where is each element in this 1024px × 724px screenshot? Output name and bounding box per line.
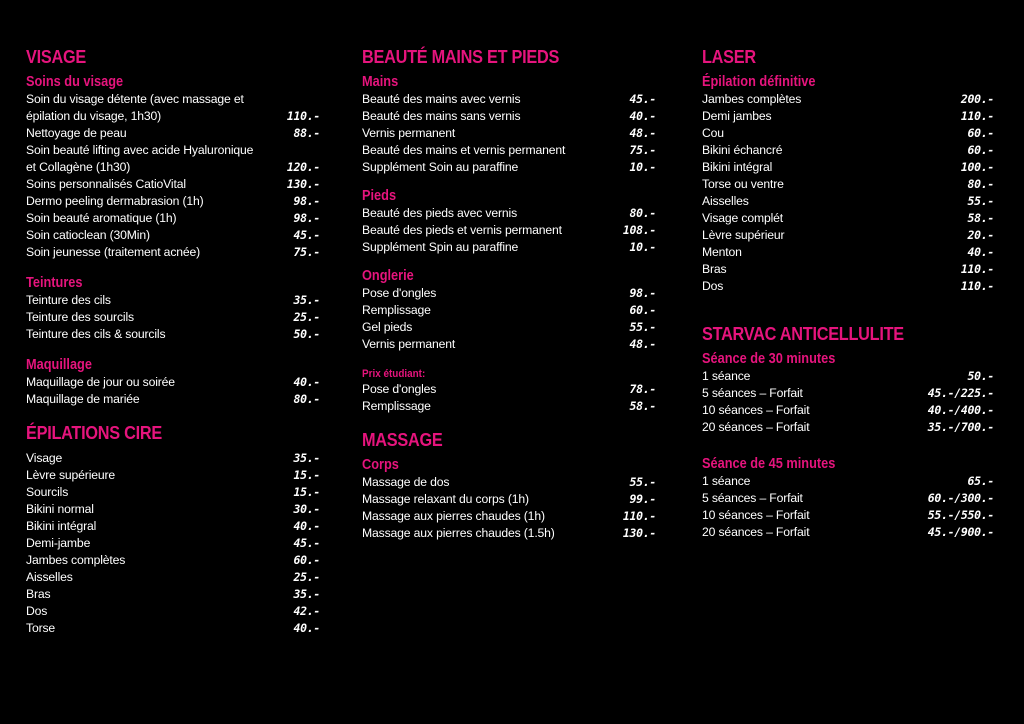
price-row [362,239,656,256]
section-title-visage: VISAGE [26,46,86,67]
service-name: Aisselles [26,570,73,584]
service-name: Visage complét [702,211,784,225]
service-name: Massage relaxant du corps (1h) [362,492,529,506]
service-price: 80.- [293,392,320,406]
service-name: Visage [26,451,63,465]
price-row [26,244,320,261]
service-price: 55.-/550.- [927,508,994,522]
service-name: Bikini intégral [702,160,773,174]
price-row [26,176,320,193]
service-price: 10.- [629,160,656,174]
price-row [26,125,320,142]
group-title-pieds: Pieds [362,188,397,204]
service-name: 1 séance [702,474,751,488]
price-row [362,319,656,336]
service-name: Jambes complètes [26,553,126,567]
price-row [362,491,656,508]
service-price: 15.- [293,468,320,482]
section-title-beaute-mains-et-pieds: BEAUTÉ MAINS ET PIEDS [362,46,560,67]
service-price: 55.- [629,320,656,334]
column-visage [26,46,320,637]
service-name: Torse ou ventre [702,177,784,191]
price-row [26,391,320,408]
service-price: 110.- [622,509,656,523]
group-title-seance-de-45-minutes: Séance de 45 minutes [702,456,836,472]
price-row [26,552,320,569]
price-row [702,210,994,227]
service-name: Dos [702,279,724,293]
group-title-prix-etudiant: Prix étudiant: [362,368,426,380]
price-row [702,125,994,142]
service-price: 80.- [967,177,994,191]
service-name: Teinture des cils [26,293,111,307]
service-name: 1 séance [702,369,751,383]
service-price: 98.- [629,286,656,300]
price-row [26,193,320,210]
column-laser-starvac [702,46,994,541]
service-name: Pose d'ongles [362,382,437,396]
service-price: 45.-/900.- [927,525,994,539]
service-name: Lèvre supérieure [26,468,116,482]
service-price: 35.- [293,587,320,601]
service-name: Beauté des pieds avec vernis [362,206,518,220]
service-price: 98.- [293,211,320,225]
column-beaute-massage [362,46,656,542]
service-price: 45.- [629,92,656,106]
price-row [26,484,320,501]
service-name: 10 séances – Forfait [702,508,810,522]
service-price: 25.- [293,570,320,584]
service-price: 35.- [293,451,320,465]
group-title-epilation-definitive: Épilation définitive [702,74,816,90]
service-name: Dos [26,604,48,618]
price-row [26,309,320,326]
service-price: 58.- [967,211,994,225]
service-price: 110.- [286,109,320,123]
price-row [702,227,994,244]
service-name: Vernis permanent [362,126,456,140]
price-row [362,336,656,353]
service-name: 20 séances – Forfait [702,420,810,434]
price-row [26,586,320,603]
service-price: 60.- [967,126,994,140]
price-row [26,374,320,391]
price-row [702,278,994,295]
price-row [702,91,994,108]
price-row [26,142,320,176]
service-price: 60.- [629,303,656,317]
price-row [702,385,994,402]
service-name: Soin catioclean (30Min) [26,228,150,242]
section-title-starvac-anticellulite: STARVAC ANTICELLULITE [702,323,904,344]
service-price: 45.- [293,536,320,550]
service-name: Remplissage [362,399,431,413]
price-row [702,473,994,490]
service-name: Nettoyage de peau [26,126,127,140]
price-row [702,176,994,193]
service-price: 40.- [293,519,320,533]
service-price: 60.-/300.- [927,491,994,505]
service-price: 60.- [967,143,994,157]
price-row [362,398,656,415]
service-price: 50.- [293,327,320,341]
price-row [702,524,994,541]
service-name: Maquillage de jour ou soirée [26,375,175,389]
service-name: Demi-jambe [26,536,91,550]
service-name: Remplissage [362,303,431,317]
price-row [26,535,320,552]
service-name: Beauté des mains avec vernis [362,92,521,106]
service-name: Jambes complètes [702,92,802,106]
service-name: Torse [26,621,56,635]
price-row [362,525,656,542]
service-price: 40.- [967,245,994,259]
group-title-mains: Mains [362,74,399,90]
service-price: 55.- [967,194,994,208]
price-row [702,261,994,278]
price-row [362,508,656,525]
price-row [362,125,656,142]
service-name: Cou [702,126,724,140]
price-row [702,507,994,524]
service-name: 5 séances – Forfait [702,491,803,505]
service-price: 75.- [629,143,656,157]
service-price: 48.- [629,126,656,140]
price-row [702,368,994,385]
service-price: 42.- [293,604,320,618]
price-row [26,603,320,620]
price-row [26,210,320,227]
section-title-massage: MASSAGE [362,429,443,450]
service-name: Soin beauté aromatique (1h) [26,211,177,225]
service-price: 45.- [293,228,320,242]
service-name: Bras [702,262,727,276]
price-row [362,205,656,222]
group-title-soins-du-visage: Soins du visage [26,74,124,90]
service-price: 88.- [293,126,320,140]
service-price: 110.- [960,262,994,276]
price-row [702,490,994,507]
service-name: Supplément Soin au paraffine [362,160,519,174]
group-title-seance-de-30-minutes: Séance de 30 minutes [702,351,836,367]
service-price: 98.- [293,194,320,208]
price-row [26,620,320,637]
price-row [362,142,656,159]
service-price: 99.- [629,492,656,506]
service-name: Bras [26,587,51,601]
service-name: Soin beauté lifting avec acide Hyaluronique et Collagène (1h30) [26,143,254,174]
service-name: Beauté des mains sans vernis [362,109,521,123]
service-name: Vernis permanent [362,337,456,351]
service-name: 10 séances – Forfait [702,403,810,417]
service-name: Soins personnalisés CatioVital [26,177,186,191]
service-name: Bikini intégral [26,519,97,533]
price-row [362,159,656,176]
service-price: 108.- [622,223,656,237]
group-title-teintures: Teintures [26,275,83,291]
service-name: Demi jambes [702,109,772,123]
group-title-maquillage: Maquillage [26,357,92,373]
service-price: 110.- [960,279,994,293]
service-price: 40.- [293,621,320,635]
service-price: 100.- [960,160,994,174]
price-row [362,474,656,491]
service-price: 65.- [967,474,994,488]
price-row [362,381,656,398]
service-name: Dermo peeling dermabrasion (1h) [26,194,204,208]
service-price: 20.- [967,228,994,242]
price-row [26,518,320,535]
service-price: 48.- [629,337,656,351]
service-name: Pose d'ongles [362,286,437,300]
price-row [702,402,994,419]
group-title-corps: Corps [362,457,399,473]
service-price: 75.- [293,245,320,259]
price-row [26,326,320,343]
price-row [26,501,320,518]
price-row [362,222,656,239]
price-row [362,91,656,108]
service-name: Bikini échancré [702,143,783,157]
service-name: Massage aux pierres chaudes (1h) [362,509,545,523]
service-price: 130.- [286,177,320,191]
service-name: Beauté des mains et vernis permanent [362,143,566,157]
price-row [702,159,994,176]
service-price: 35.-/700.- [927,420,994,434]
group-title-onglerie: Onglerie [362,268,414,284]
service-price: 10.- [629,240,656,254]
price-row [702,108,994,125]
service-price: 80.- [629,206,656,220]
service-price: 30.- [293,502,320,516]
price-row [702,419,994,436]
service-name: Gel pieds [362,320,413,334]
service-price: 35.- [293,293,320,307]
price-row [26,227,320,244]
section-title-laser: LASER [702,46,756,67]
service-name: 20 séances – Forfait [702,525,810,539]
service-price: 200.- [960,92,994,106]
price-row [26,569,320,586]
service-price: 110.- [960,109,994,123]
price-row [26,450,320,467]
service-price: 120.- [286,160,320,174]
service-price: 130.- [622,526,656,540]
service-price: 40.- [629,109,656,123]
service-name: Teinture des cils & sourcils [26,327,166,341]
service-name: Soin jeunesse (traitement acnée) [26,245,201,259]
price-row [362,302,656,319]
service-name: Soin du visage détente (avec massage et épilation du visage, 1h30) [26,92,244,123]
service-name: Massage aux pierres chaudes (1.5h) [362,526,555,540]
service-price: 25.- [293,310,320,324]
service-price: 58.- [629,399,656,413]
service-price: 50.- [967,369,994,383]
service-price: 78.- [629,382,656,396]
service-name: Lèvre supérieur [702,228,785,242]
price-row [702,142,994,159]
section-title-epilations-cire: ÉPILATIONS CIRE [26,422,162,443]
service-name: Menton [702,245,742,259]
price-row [702,244,994,261]
service-price: 60.- [293,553,320,567]
service-name: Massage de dos [362,475,450,489]
service-name: Sourcils [26,485,69,499]
service-name: Beauté des pieds et vernis permanent [362,223,562,237]
price-row [26,91,320,125]
service-name: Aisselles [702,194,749,208]
service-price: 40.-/400.- [927,403,994,417]
service-name: Supplément Spin au paraffine [362,240,519,254]
service-name: Teinture des sourcils [26,310,134,324]
service-name: Maquillage de mariée [26,392,140,406]
price-row [26,292,320,309]
service-name: 5 séances – Forfait [702,386,803,400]
service-price: 45.-/225.- [927,386,994,400]
service-price: 15.- [293,485,320,499]
service-price: 40.- [293,375,320,389]
price-row [362,285,656,302]
service-name: Bikini normal [26,502,94,516]
price-row [362,108,656,125]
price-row [26,467,320,484]
service-price: 55.- [629,475,656,489]
price-row [702,193,994,210]
